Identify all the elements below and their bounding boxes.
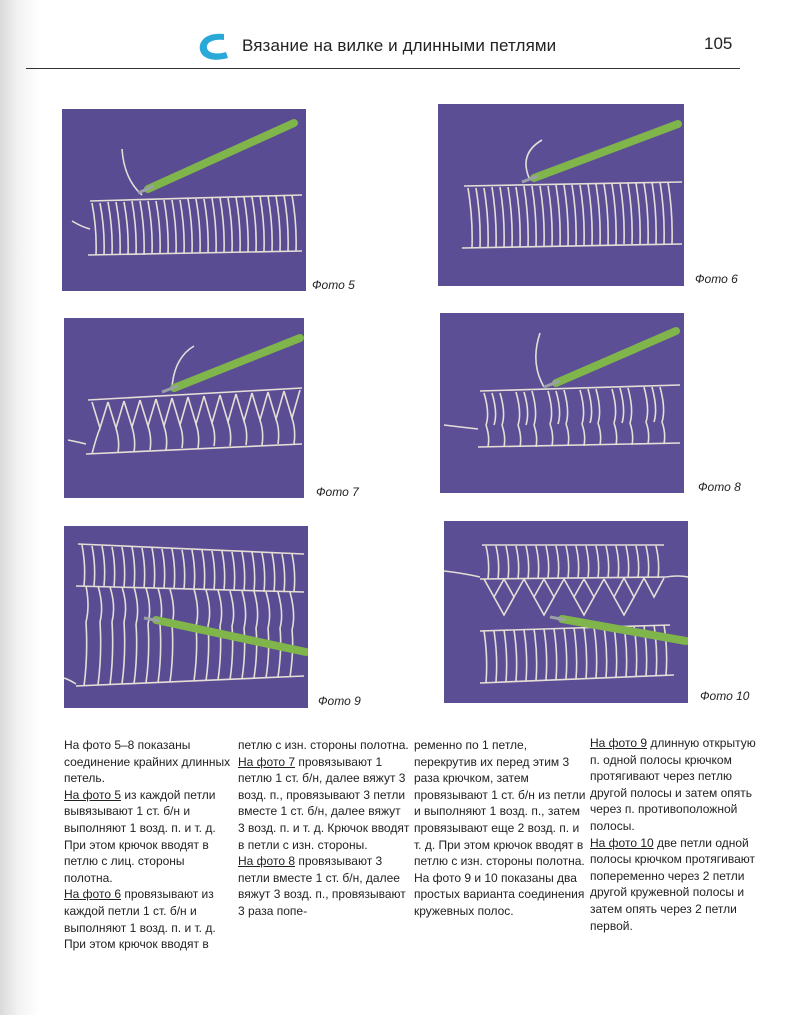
text-column-3: [414, 737, 586, 920]
photo-9-reference: На фото 9: [590, 736, 647, 750]
photo-10-reference: На фото 10: [590, 835, 654, 850]
header-divider: [26, 68, 740, 69]
photo-7: [64, 318, 304, 498]
photo-10: [444, 521, 688, 703]
photo-8-description-continued: ременно по 1 петле, перекрутив их перед этим 3 раза крючком, затем провязывают 1 ст. б/н из петли и выполняют 1 возд. п., затем провязывают еще 2 возд. п. и т. д. При этом крючок вводят в петлю с изн. стороны полотна.: [414, 738, 586, 869]
photo-6-reference: На фото 6: [64, 887, 121, 902]
photo-8-description: провязывают 3 петли вместе 1 ст. б/н, далее вяжут 3 возд. п., провязывают 3 раза попе-: [238, 854, 406, 918]
photos-9-10-intro: На фото 9 и 10 показаны два простых варианта соединения кружевных полос.: [414, 870, 585, 918]
photo-6-description: провязывают из каждой петли 1 ст. б/н и выполняют 1 возд. п. и т. д. При этом крючок вводят в: [64, 887, 216, 952]
photo-7-image: [64, 318, 304, 498]
photo-9-description: длинную открытую п. одной полосы крючком протягивают через петлю другой полосы и затем опять через п. противоположной полосы.: [590, 736, 756, 833]
photo-5-caption: Фото 5: [312, 278, 355, 292]
chapter-title: Вязание на вилке и длинными петлями: [242, 36, 557, 55]
photo-10-image: [444, 521, 688, 703]
photo-5: [62, 109, 306, 291]
page-header: [0, 22, 790, 72]
text-column-2: [238, 737, 410, 920]
photo-6-image: [438, 104, 684, 286]
photo-10-caption: Фото 10: [700, 689, 750, 703]
photo-9-image: [64, 526, 308, 708]
logo-hook-icon: [194, 30, 236, 64]
photo-8-reference: На фото 8: [238, 854, 295, 869]
text-column-1: [64, 737, 236, 953]
photo-8-caption: Фото 8: [698, 480, 741, 494]
photo-8-image: [440, 313, 684, 493]
photo-7-caption: Фото 7: [316, 485, 359, 499]
photo-5-description: из каждой петли вывязывают 1 ст. б/н и выполняют 1 возд. п. и т. д. При этом крючок вводят в петлю с лиц. стороны полотна.: [64, 787, 216, 885]
intro-text: На фото 5–8 показаны соединение крайних длинных петель.: [64, 738, 231, 786]
page-number: 105: [704, 34, 733, 53]
photo-5-image: [62, 109, 306, 291]
photo-5-reference: На фото 5: [64, 787, 121, 802]
text-column-4: [590, 735, 762, 934]
photo-6-caption: Фото 6: [695, 272, 738, 286]
photo-9: [64, 526, 308, 708]
photo-7-description: провязывают 1 петлю 1 ст. б/н, далее вяжут 3 возд. п., провязывают 3 петли вместе 1 ст. б/н, далее вяжут 3 возд. п. и т. д. Крючок вводят в петли с изн. стороны.: [238, 754, 410, 852]
photo-6-description-continued: петлю с изн. стороны полотна.: [238, 738, 409, 752]
photo-9-caption: Фото 9: [318, 694, 361, 708]
photo-6: [438, 104, 684, 286]
photo-7-reference: На фото 7: [238, 754, 295, 769]
photo-8: [440, 313, 684, 493]
photo-10-description: две петли одной полосы крючком протягивают попеременно через 2 петли другой кружевной полосы и затем опять через 2 петли первой.: [590, 835, 756, 933]
